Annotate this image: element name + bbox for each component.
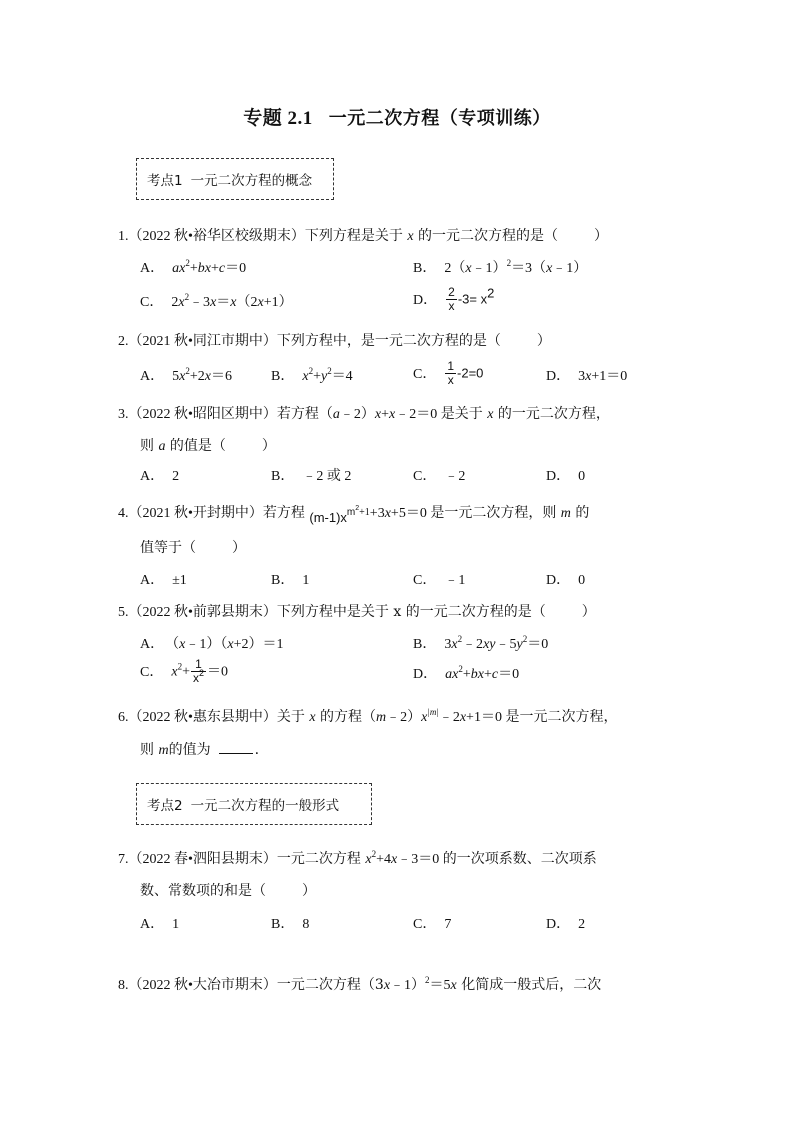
- question-3-option-b[interactable]: B． ﹣2 或 2: [271, 469, 352, 484]
- question-source: （2022 秋•前郭县期末）: [128, 605, 277, 620]
- section-box-concept: [136, 158, 334, 200]
- question-1-option-c[interactable]: C． $2x^2﹣3x=x(2x+1)$: [140, 292, 293, 310]
- question-5-option-a[interactable]: A． （x﹣1）（x+2）＝1: [140, 637, 284, 652]
- question-5-option-c[interactable]: C． $x^2+$ $\frac{1}{x^2}$ ＝0: [140, 657, 228, 685]
- question-8-stem: 8.（2022 秋•大冶市期末）一元二次方程（3x﹣1）$^2$＝5x 化简成一般式后，二次: [118, 975, 602, 993]
- section-key: 考点2: [147, 798, 183, 814]
- page-title: [0, 103, 794, 130]
- question-6-stem: 6.（2022 秋•惠东县期中）关于 x 的方程$(m﹣2)x^{|m|}﹣2x+1=0$ 是一元二次方程，: [118, 707, 618, 725]
- question-5-option-b[interactable]: B． $3x^2﹣2xy﹣5y^2=0$: [413, 634, 549, 652]
- question-7-option-b[interactable]: B． 8: [271, 917, 310, 932]
- title-prefix: 专题 2.1: [243, 108, 313, 129]
- question-2-stem: 2.（2021 秋•同江市期中）下列方程中，是一元二次方程的是（ ）: [118, 333, 551, 349]
- question-4-stem-line2: 值等于（ ）: [140, 540, 246, 556]
- section-box-general-form: [136, 783, 372, 825]
- question-4-option-d[interactable]: D． 0: [546, 573, 586, 588]
- question-5-stem: 5.（2022 秋•前郭县期末）下列方程中是关于 x 的一元二次方程的是（ ）: [118, 604, 596, 620]
- question-1-option-a[interactable]: A． $ax^2+bx+c=0$: [140, 258, 247, 276]
- question-source: （2021 秋•同江市期中）: [128, 334, 277, 349]
- question-3-stem: 3.（2022 秋•昭阳区期中）若方程（a﹣2）x+x﹣2＝0 是关于 x 的一元二次方程，: [118, 406, 610, 422]
- question-source: （2022 春•泗阳县期末）: [128, 852, 277, 867]
- question-3-option-a[interactable]: A． 2: [140, 469, 180, 484]
- question-7-option-d[interactable]: D． 2: [546, 917, 586, 932]
- answer-blank[interactable]: [219, 739, 253, 754]
- question-7-option-c[interactable]: C． 7: [413, 917, 452, 932]
- question-2-option-d[interactable]: D． 3x+1＝0: [546, 369, 628, 384]
- question-2-option-c[interactable]: C． $\frac{1}{x}$ -2=0: [413, 359, 484, 387]
- question-6-stem-line2: 则 m的值为 .: [140, 739, 259, 761]
- question-3-option-d[interactable]: D． 0: [546, 469, 586, 484]
- question-4-option-b[interactable]: B． 1: [271, 573, 310, 588]
- section-label: 一元二次方程的一般形式: [190, 798, 340, 814]
- question-1-stem: 1.（2022 秋•裕华区校级期末）下列方程是关于 x 的一元二次方程的是（ ）: [118, 228, 609, 244]
- question-5-option-d[interactable]: D． $ax^2+bx+c=0$: [413, 664, 520, 682]
- question-3-stem-line2: 则 a 的值是（ ）: [140, 438, 276, 454]
- question-1-option-d[interactable]: D． $\frac{2}{x}$ $-3= x^2$: [413, 285, 495, 313]
- question-source: （2022 秋•大冶市期末）: [128, 978, 277, 993]
- question-7-stem: 7.（2022 春•泗阳县期末）一元二次方程 $x^2+4x﹣3=0$ 的一次项系数、二次项系: [118, 849, 597, 867]
- title-main: 一元二次方程（专项训练）: [328, 108, 551, 129]
- question-2-option-a[interactable]: A． $5x^2+2x=6$: [140, 366, 232, 384]
- question-1-option-b[interactable]: B． 2（x﹣1）$^2$＝3（x﹣1）: [413, 258, 588, 276]
- question-4-option-c[interactable]: C． ﹣1: [413, 573, 466, 588]
- question-source: （2022 秋•惠东县期中）: [128, 710, 277, 725]
- question-4-option-a[interactable]: A． ±1: [140, 573, 187, 588]
- question-7-option-a[interactable]: A． 1: [140, 917, 180, 932]
- section-label: 一元二次方程的概念: [190, 173, 313, 189]
- question-source: （2022 秋•裕华区校级期末）: [128, 229, 305, 244]
- question-4-stem: 4.（2021 秋•开封期中）若方程 $(m-1)x^{m^2+1}+3x+5=0$ 是一元二次方程，则 m 的: [118, 505, 590, 525]
- section-key: 考点1: [147, 173, 183, 189]
- question-source: （2021 秋•开封期中）: [128, 506, 263, 521]
- question-3-option-c[interactable]: C． ﹣2: [413, 469, 466, 484]
- question-2-option-b[interactable]: B． $x^2+y^2=4$: [271, 366, 353, 384]
- question-source: （2022 秋•昭阳区期中）: [128, 407, 277, 422]
- question-7-stem-line2: 数、常数项的和是（ ）: [140, 883, 316, 899]
